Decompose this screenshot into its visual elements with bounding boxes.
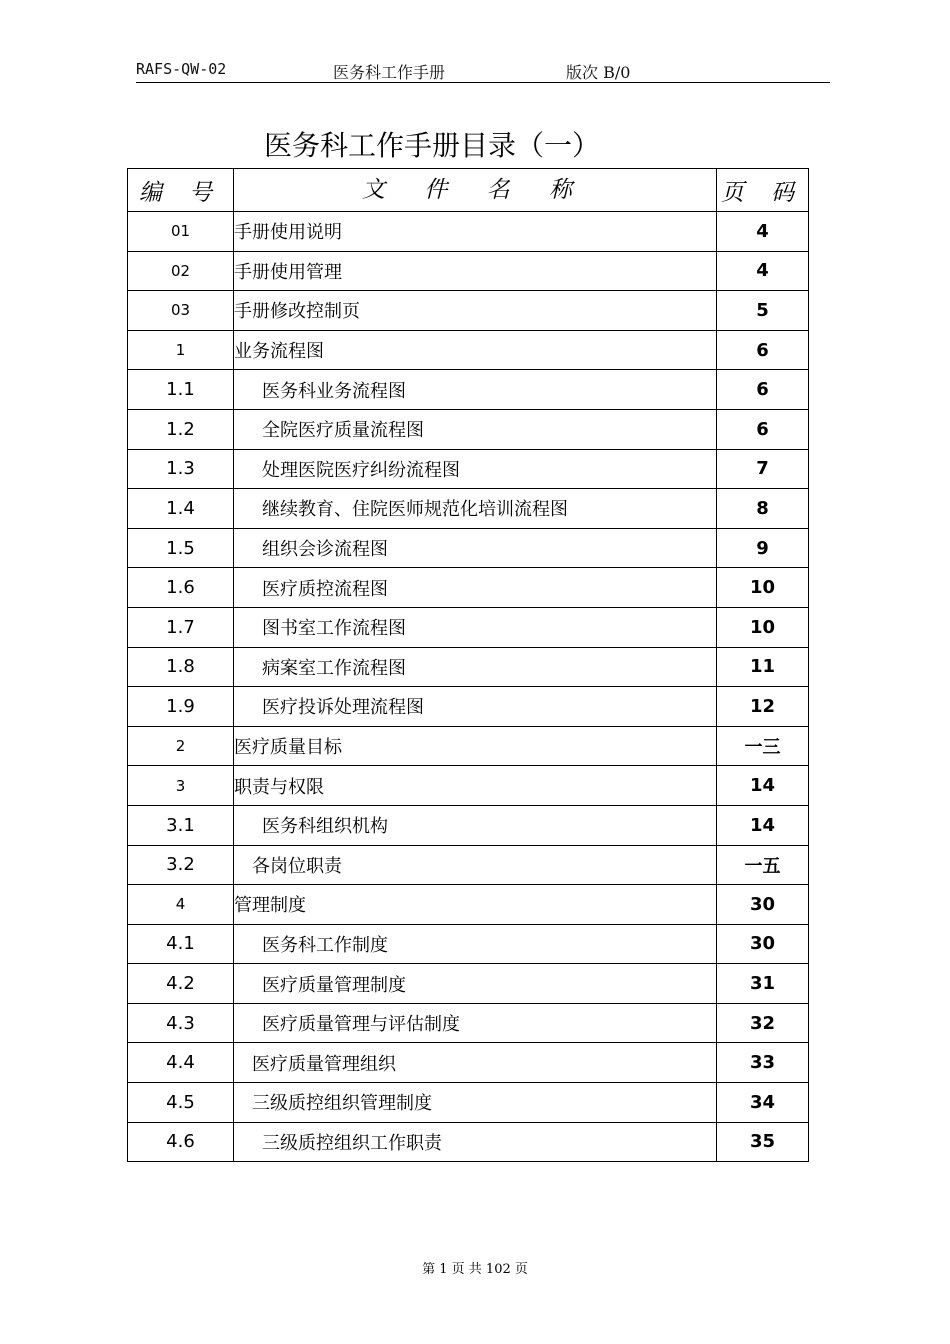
page-header (136, 58, 830, 83)
row-number: 4 (128, 885, 234, 925)
row-name: 业务流程图 (234, 330, 717, 370)
row-page: 31 (717, 964, 809, 1004)
manual-title: 医务科工作手册 (333, 63, 446, 82)
row-number: 1.7 (128, 607, 234, 647)
row-number: 1.1 (128, 370, 234, 410)
row-page: 11 (717, 647, 809, 687)
table-row (128, 845, 809, 885)
row-name: 三级质控组织管理制度 (234, 1083, 717, 1123)
row-number: 1.4 (128, 489, 234, 529)
row-name: 医疗质控流程图 (234, 568, 717, 608)
table-row (128, 568, 809, 608)
page-title: 医务科工作手册目录（一） (264, 129, 601, 162)
row-page: 33 (717, 1043, 809, 1083)
row-number: 1.5 (128, 528, 234, 568)
row-page: 12 (717, 687, 809, 727)
row-page: 8 (717, 489, 809, 529)
table-row (128, 212, 809, 252)
row-number: 3.2 (128, 845, 234, 885)
row-page: 10 (717, 607, 809, 647)
row-name: 处理医院医疗纠纷流程图 (234, 449, 717, 489)
row-name: 医疗质量管理组织 (234, 1043, 717, 1083)
row-page: 一五 (717, 845, 809, 885)
row-number: 01 (128, 212, 234, 252)
row-number: 1 (128, 330, 234, 370)
row-number: 4.3 (128, 1003, 234, 1043)
row-page: 一三 (717, 726, 809, 766)
row-page: 7 (717, 449, 809, 489)
row-name: 手册修改控制页 (234, 291, 717, 331)
row-number: 3 (128, 766, 234, 806)
table-row (128, 251, 809, 291)
row-number: 1.8 (128, 647, 234, 687)
row-name: 医疗质量目标 (234, 726, 717, 766)
table-row (128, 924, 809, 964)
row-name: 职责与权限 (234, 766, 717, 806)
table-row (128, 647, 809, 687)
col-header-name: 文 件 名 称 (234, 169, 717, 212)
row-number: 1.2 (128, 409, 234, 449)
row-name: 继续教育、住院医师规范化培训流程图 (234, 489, 717, 529)
toc-table (127, 168, 809, 1162)
table-row (128, 370, 809, 410)
row-page: 5 (717, 291, 809, 331)
row-number: 1.6 (128, 568, 234, 608)
row-name: 病案室工作流程图 (234, 647, 717, 687)
row-page: 9 (717, 528, 809, 568)
row-name: 手册使用管理 (234, 251, 717, 291)
row-number: 1.3 (128, 449, 234, 489)
row-page: 32 (717, 1003, 809, 1043)
row-number: 4.4 (128, 1043, 234, 1083)
row-page: 6 (717, 409, 809, 449)
row-page: 4 (717, 251, 809, 291)
row-name: 手册使用说明 (234, 212, 717, 252)
row-name: 三级质控组织工作职责 (234, 1122, 717, 1162)
table-row (128, 805, 809, 845)
table-header-row (128, 169, 809, 212)
row-number: 03 (128, 291, 234, 331)
table-row (128, 489, 809, 529)
table-row (128, 885, 809, 925)
table-row (128, 449, 809, 489)
doc-code: RAFS-QW-02 (136, 60, 227, 78)
table-row (128, 607, 809, 647)
row-page: 30 (717, 924, 809, 964)
col-header-page: 页 码 (717, 169, 809, 212)
page-footer: 第 1 页 共 102 页 (422, 1262, 528, 1277)
table-row (128, 1003, 809, 1043)
table-row (128, 291, 809, 331)
row-number: 3.1 (128, 805, 234, 845)
row-number: 1.9 (128, 687, 234, 727)
table-row (128, 964, 809, 1004)
row-page: 6 (717, 370, 809, 410)
row-name: 医疗投诉处理流程图 (234, 687, 717, 727)
row-number: 02 (128, 251, 234, 291)
row-page: 34 (717, 1083, 809, 1123)
row-name: 管理制度 (234, 885, 717, 925)
row-page: 6 (717, 330, 809, 370)
row-name: 医疗质量管理制度 (234, 964, 717, 1004)
row-number: 4.5 (128, 1083, 234, 1123)
row-name: 医疗质量管理与评估制度 (234, 1003, 717, 1043)
row-name: 各岗位职责 (234, 845, 717, 885)
row-name: 全院医疗质量流程图 (234, 409, 717, 449)
table-row (128, 726, 809, 766)
table-row (128, 330, 809, 370)
row-page: 10 (717, 568, 809, 608)
row-page: 14 (717, 766, 809, 806)
row-number: 4.6 (128, 1122, 234, 1162)
col-header-number: 编 号 (128, 169, 234, 212)
table-row (128, 1122, 809, 1162)
row-page: 14 (717, 805, 809, 845)
table-row (128, 687, 809, 727)
row-name: 组织会诊流程图 (234, 528, 717, 568)
table-row (128, 409, 809, 449)
row-name: 医务科组织机构 (234, 805, 717, 845)
row-number: 4.1 (128, 924, 234, 964)
row-name: 医务科业务流程图 (234, 370, 717, 410)
row-name: 医务科工作制度 (234, 924, 717, 964)
row-page: 35 (717, 1122, 809, 1162)
version-label: 版次 B/0 (566, 63, 631, 82)
row-page: 30 (717, 885, 809, 925)
row-number: 2 (128, 726, 234, 766)
table-row (128, 1043, 809, 1083)
row-page: 4 (717, 212, 809, 252)
row-name: 图书室工作流程图 (234, 607, 717, 647)
table-row (128, 1083, 809, 1123)
table-row (128, 766, 809, 806)
table-row (128, 528, 809, 568)
row-number: 4.2 (128, 964, 234, 1004)
